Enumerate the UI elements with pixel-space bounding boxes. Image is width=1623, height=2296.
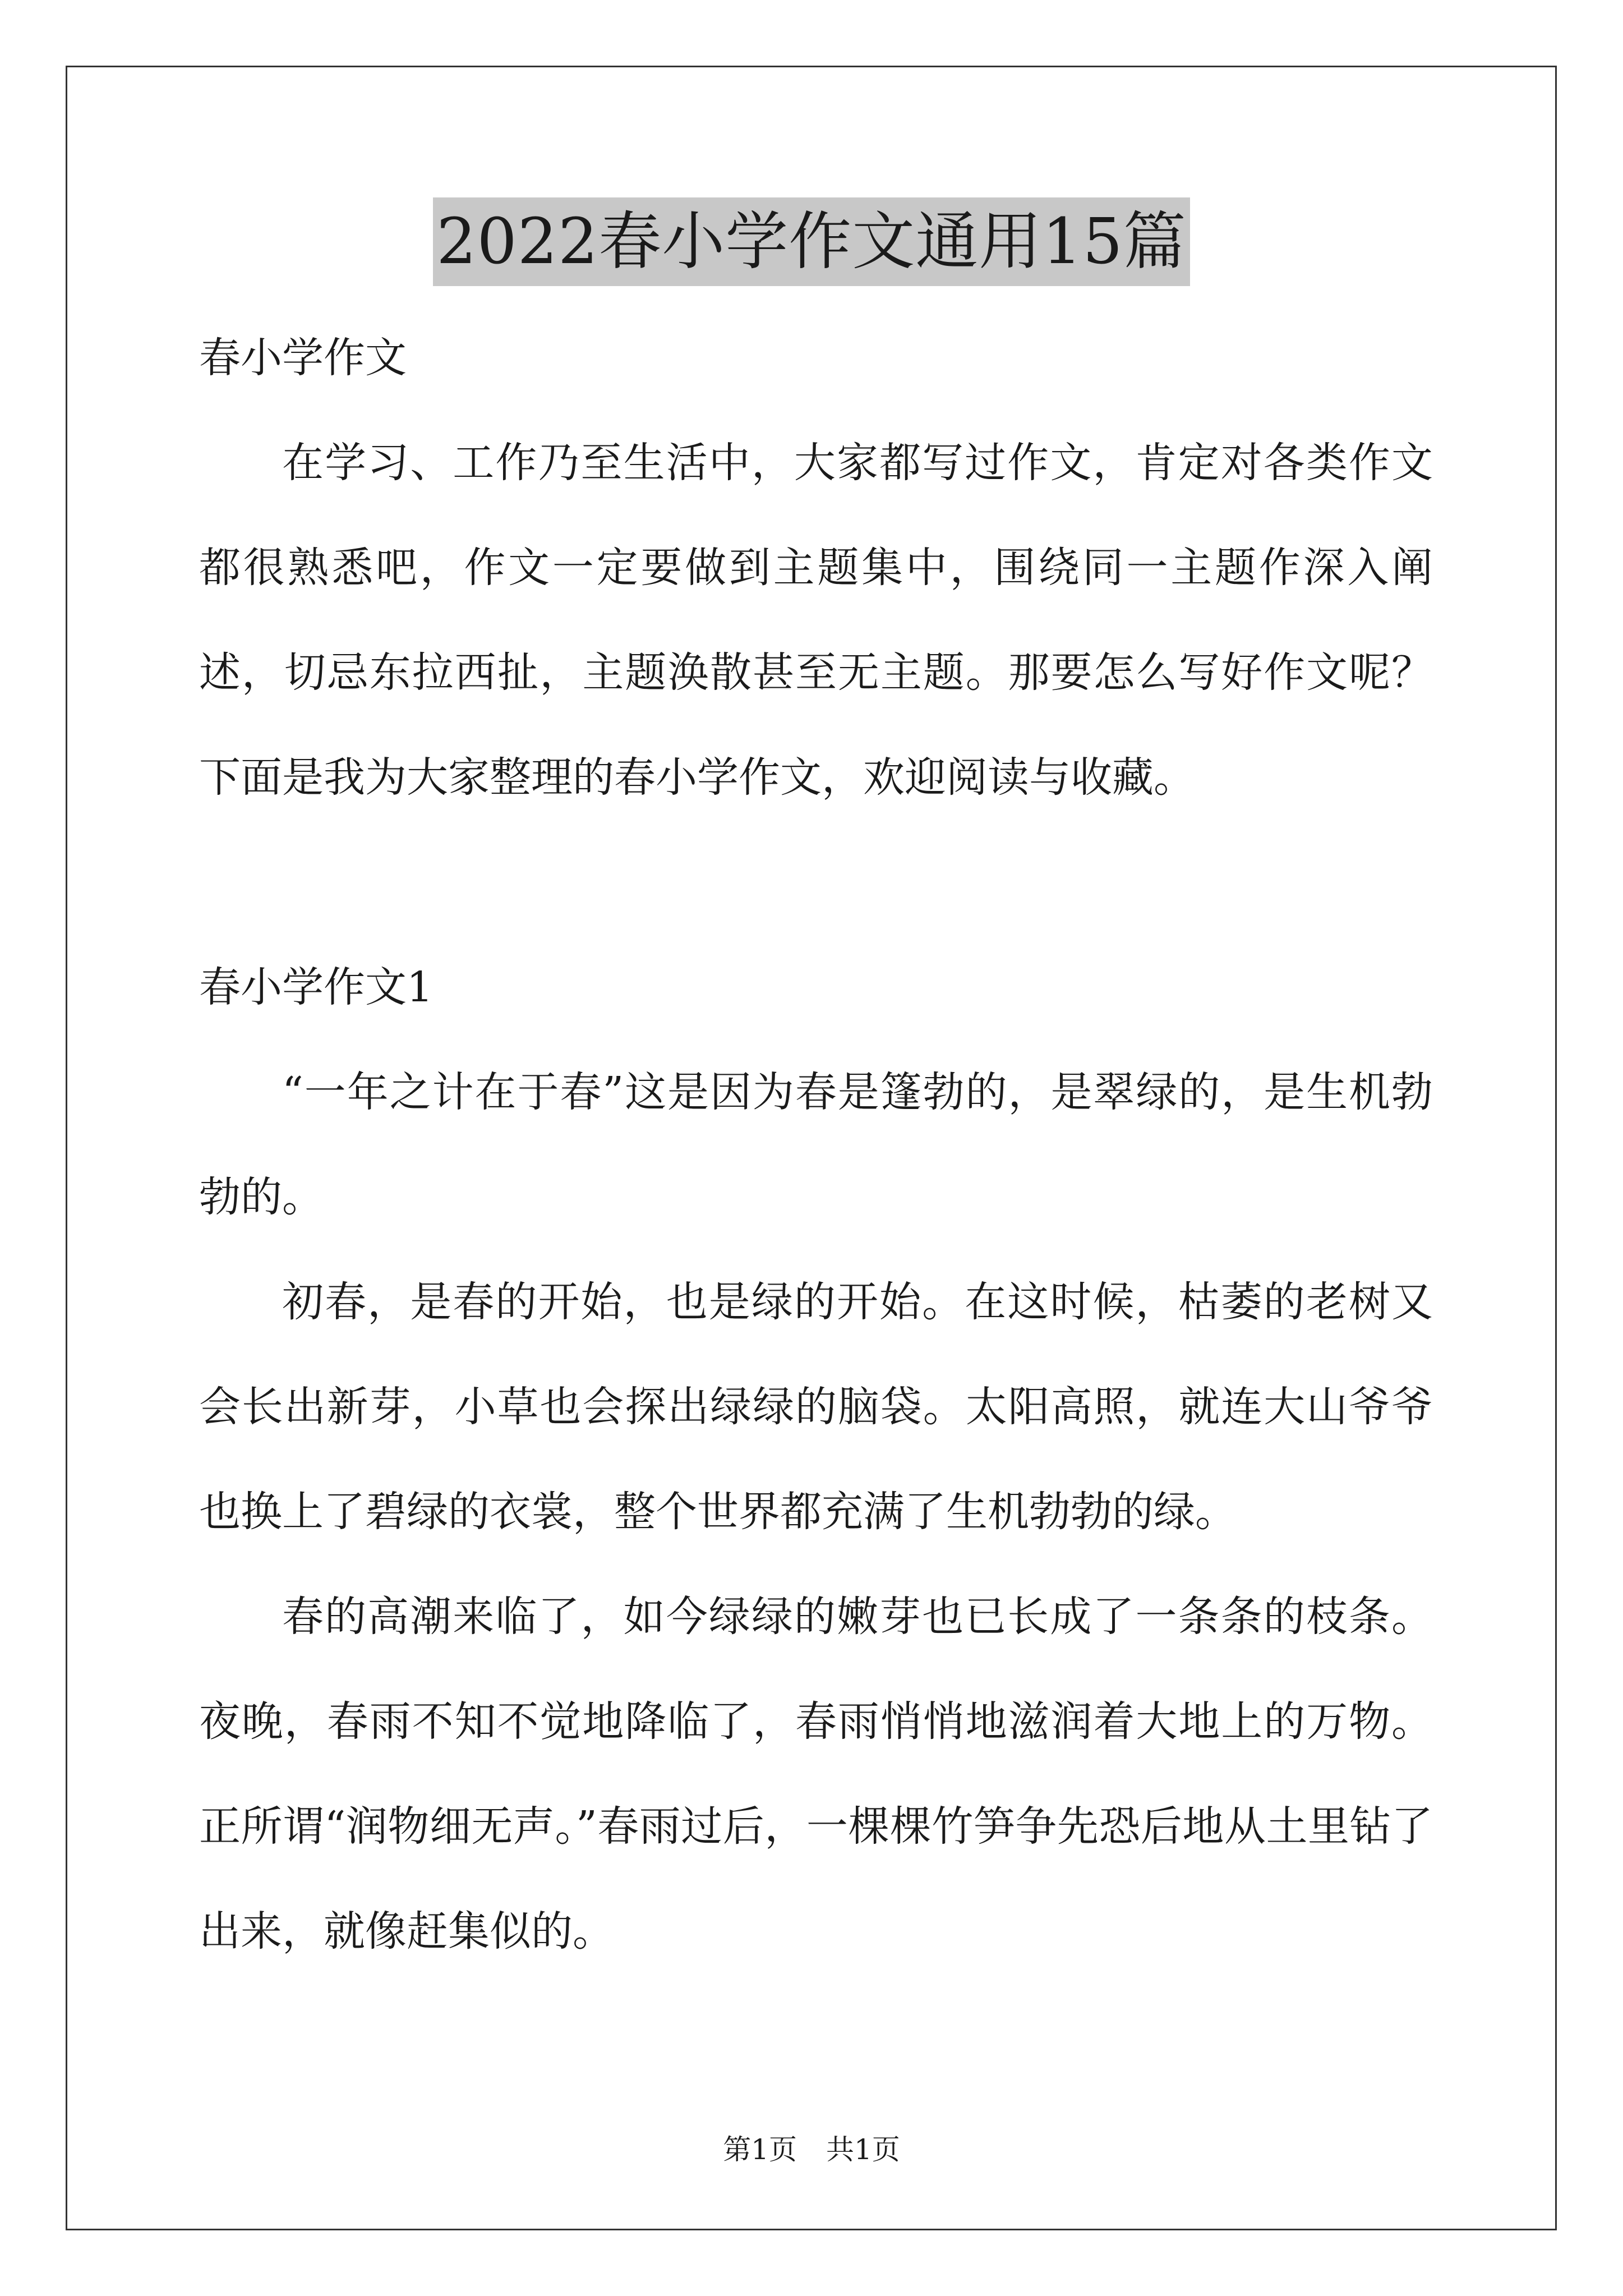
intro-heading: 春小学作文	[199, 334, 407, 382]
document-title: 2022春小学作文通用15篇	[433, 197, 1190, 286]
intro-paragraph: 在学习、工作乃至生活中，大家都写过作文，肯定对各类作文都很熟悉吧，作文一定要做到主题集中，围绕同一主题作深入阐述，切忌东拉西扯，主题涣散甚至无主题。那要怎么写好作文呢？下面是我为大家整理的春小学作文，欢迎阅读与收藏。	[199, 439, 1433, 802]
essay-1-heading: 春小学作文1	[199, 963, 434, 1011]
essay-1-paragraph-1: “一年之计在于春”这是因为春是篷勃的，是翠绿的，是生机勃勃的。	[199, 1068, 1433, 1221]
page-footer	[0, 2133, 1623, 2166]
essay-1-paragraph-2: 初春，是春的开始，也是绿的开始。在这时候，枯萎的老树又会长出新芽，小草也会探出绿绿的脑袋。太阳高照，就连大山爷爷也换上了碧绿的衣裳，整个世界都充满了生机勃勃的绿。	[199, 1278, 1433, 1536]
essay-1-paragraph-3: 春的高潮来临了，如今绿绿的嫩芽也已长成了一条条的枝条。夜晚，春雨不知不觉地降临了，春雨悄悄地滋润着大地上的万物。正所谓“润物细无声。”春雨过后，一棵棵竹笋争先恐后地从土里钻了出来，就像赶集似的。	[199, 1593, 1433, 1955]
page-number-total: 共1页	[826, 2133, 900, 2166]
page-number-current: 第1页	[723, 2133, 797, 2166]
document-body	[199, 306, 1433, 1984]
title-container	[0, 197, 1623, 286]
